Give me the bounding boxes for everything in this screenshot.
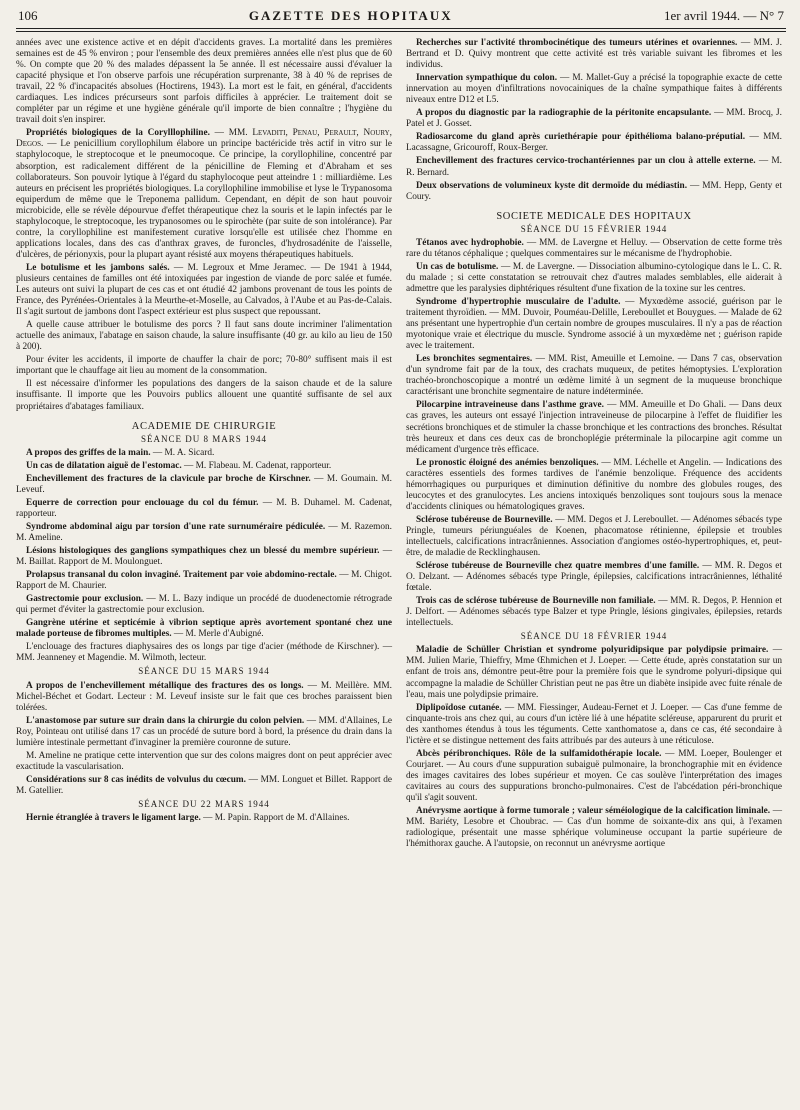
article-body: — M. Mallet-Guy a précisé la topographie exacte de cette innervation au moyen d'infiltrations novocainiques de la chaîne sympathique faites à différents niveaux entre D12 et L5. xyxy=(406,73,783,106)
article-body: — M. Chigot. Rapport de M. Chaurier. xyxy=(16,570,392,592)
article-title: Enchevillement des fractures cervico-trochantériennes par un clou à attelle externe. xyxy=(416,156,756,167)
article-body: — MM. de Lavergne et Helluy. — Observation de cette forme très rare du tétanos céphalique ; quelques commentaires sur le mécanisme de l'hydrophobie. xyxy=(406,237,783,259)
article xyxy=(406,73,782,106)
article-body: — Myxœdème associé, guérison par le traitement thyroïdien. — MM. Duvoir, Pouméau-Delille, Lereboullet et Bouygues. — Malade de 62 ans présentant une hypertrophie d'un certain nombre de groupes musculaires. Il n'y a pas de réaction myotonique vraie et électrique du muscle. Syndrome associé à un myxœdème net ; guérison rapide avec le traitement. xyxy=(406,296,782,352)
article-title: Anévrysme aortique à forme tumorale ; valeur séméiologique de la calcification liminale. xyxy=(416,806,771,817)
article-body: — MM. R. Degos, P. Hennion et J. Delfort. — Adénomes sébacés type Balzer et type Pringle, lésions gingivales, épilepsies, retards intellectuels. xyxy=(406,596,782,629)
article xyxy=(406,561,782,594)
section-heading: SOCIETE MEDICALE DES HOPITAUX xyxy=(496,210,692,222)
article-body: — MM. Ameuille et Do Ghali. — Dans deux cas graves, les auteurs ont essayé l'injection intraveineuse de pilocarpine à l'effet de fluidifier les secrétions bronchiques et de stimuler la chasse bronchique et les contractions des bronches. Résultat très heureux et dans ces deux cas de bronchoplégie préterminale la pilocarpine agit comme un médicament d'urgence très efficace. xyxy=(406,400,783,455)
article-title: Un cas de dilatation aiguë de l'estomac. xyxy=(26,460,182,471)
article-body: — MM. Julien Marie, Thieffry, Mme Œhmichen et J. Loeper. — Cette étude, après constatation sur un enfant de trois ans, démontre peut-être pour la première fois que le syndrome polyuri-dipsique qui accompagne la maladie de Schüller Christian peut ne pas être un diabète insipide avec fuite rénale de l'eau, mais une polydipsie primaire. xyxy=(406,645,782,700)
article-body: — MM. Longuet et Billet. Rapport de M. Gatellier. xyxy=(16,774,392,796)
article-title: Diplipoïdose cutanée. xyxy=(416,702,502,713)
article-title: A propos du diagnostic par la radiographie de la péritonite encapsulante. xyxy=(416,108,712,119)
article-body: — M. R. Bernard. xyxy=(406,156,783,178)
article-body: — M. Flabeau. M. Cadenat, rapporteur. xyxy=(184,460,332,471)
article-body: — M. Legroux et Mme Jeramec. — De 1941 à 1944, plusieurs centaines de familles ont été intoxiquées par ingestion de viande de porc salée et fumée. Les auteurs ont suivi la plupart de ces cas et ont étudié 42 jambons provenant de tous les points de France, des Pyrénées-Orientales à la Meurthe-et-Moselle, au Calvados, à l'Aube et au Pas-de-Calais. Il s'agit surtout de jambons dont l'aspect extérieur est plus suspect que repoussant. xyxy=(16,262,392,318)
page-number: 106 xyxy=(18,8,38,23)
paragraph: Pour éviter les accidents, il importe de chauffer la chair de porc; 70-80° suffisent mais il est important que le chauffage ait lieu au moment de la consommation. xyxy=(16,355,392,377)
article-body: — MM. Fiessinger, Audeau-Fernet et J. Loeper. — Cas d'une femme de cinquante-trois ans chez qui, au cours d'un ictère lié à une hépatite scléreuse, apparurent du prurit et des xanthomes étendus à tous les téguments. Cette xanthomatose a, dans ce cas, été secondaire à l'ictère et se distingue nettement des faits attribués par des auteurs à une réticulose. xyxy=(406,702,783,746)
article-title: Prolapsus transanal du colon invaginé. Traitement par voie abdomino-rectale. xyxy=(26,570,337,581)
article xyxy=(16,448,392,459)
article-title: Sclérose tubéreuse de Bourneville chez quatre membres d'une famille. xyxy=(416,561,700,572)
article-title: Le botulisme et les jambons salés. xyxy=(26,262,170,273)
article-title: Hernie étranglée à travers le ligament large. xyxy=(26,813,201,824)
article-title: Un cas de botulisme. xyxy=(416,261,499,272)
article-title: Abcès péribronchiques. Rôle de la sulfamidothérapie locale. xyxy=(416,748,662,759)
article-title: Radiosarcome du gland après curiethérapie pour épithélioma balano-préputial. xyxy=(416,132,746,143)
article-title: Trois cas de sclérose tubéreuse de Bourneville non familiale. xyxy=(416,596,656,607)
paragraph: L'enclouage des fractures diaphysaires des os longs par tige d'acier (méthode de Kirschner). — MM. Jeanneney et Magendie. M. Wilmoth, lecteur. xyxy=(16,642,392,664)
article xyxy=(16,263,392,318)
article-body: — MM. R. Degos et O. Delzant. — Adénomes sébacés type Pringle, épilepsies, calcifications intracrâniennes, léthalité fœtale. xyxy=(406,561,782,594)
article xyxy=(16,594,392,616)
article-title: Recherches sur l'activité thrombocinétique des tumeurs utérines et ovariennes. xyxy=(416,38,738,48)
article-body: — M. A. Sicard. xyxy=(152,447,215,458)
article xyxy=(16,498,392,520)
article-title: Sclérose tubéreuse de Bourneville. xyxy=(416,514,553,525)
article-body: — M. Papin. Rapport de M. d'Allaines. xyxy=(203,813,350,824)
article xyxy=(406,108,782,130)
article-title: Propriétés biologiques de la Corylllophiline. xyxy=(26,128,210,139)
article xyxy=(406,156,782,178)
article xyxy=(406,806,782,850)
article-body: — M. L. Bazy indique un procédé de duodenectomie rétrograde qui permet d'éviter la gastrectomie pour exclusion. xyxy=(16,594,392,616)
article-body: — MM. Brocq, J. Patel et J. Gosset. xyxy=(406,108,782,130)
article xyxy=(16,775,392,797)
article xyxy=(16,813,392,824)
article xyxy=(406,749,782,804)
article-body: — M. Razemon. M. Ameline. xyxy=(16,521,392,543)
article-body: — MM. Léchelle et Angelin. — Indications des caractères essentiels des formes tardives de l'anémie benzolique. Fréquence des accidents hémorrhagiques ou purpuriques et diminution définitive du nombre des globules rouges, des leucocytes et des granulocytes. Les anciens intoxiqués benzoliques sont toujours sous la menace d'accidents cliniques ou hématologiques graves. xyxy=(406,457,782,512)
article-title: Innervation sympathique du colon. xyxy=(416,73,558,84)
right-column xyxy=(406,38,782,852)
article xyxy=(406,38,782,71)
article xyxy=(406,703,782,747)
session-date: SÉANCE DU 15 MARS 1944 xyxy=(138,666,270,677)
article-body: — M. Goumain. M. Leveuf. xyxy=(16,473,392,495)
article xyxy=(406,181,782,203)
article xyxy=(16,546,392,568)
article-title: Syndrome d'hypertrophie musculaire de l'adulte. xyxy=(416,296,621,307)
issue-date: 1er avril 1944. — N° 7 xyxy=(663,8,784,23)
article-title: Equerre de correction pour enclouage du col du fémur. xyxy=(26,497,259,508)
journal-title: GAZETTE DES HOPITAUX xyxy=(248,8,453,23)
article-body: — MM. Hepp, Genty et Coury. xyxy=(406,180,782,202)
article xyxy=(406,262,782,295)
article-title: Gastrectomie pour exclusion. xyxy=(26,594,144,605)
article xyxy=(16,570,392,592)
article-title: Pilocarpine intraveineuse dans l'asthme grave. xyxy=(416,400,604,411)
article-body: — MM. Bariéty, Lesobre et Choubrac. — Cas d'un homme de soixante-dix ans qui, à l'examen radiologique, présentait une masse sphérique volumineuse occupant la partie supérieure de l'hémithorax gauche. A l'autopsie, on reconnut un anévrysme aortique xyxy=(406,806,783,850)
article-title: Enchevillement des fractures de la clavicule par broche de Kirschner. xyxy=(26,473,311,484)
article-body: — MM. Lacassagne, Gricouroff, Roux-Berger. xyxy=(406,132,782,154)
paragraph: M. Ameline ne pratique cette intervention que sur des colons maigres dont on peut apprécier avec exactitude la vascularisation. xyxy=(16,750,392,772)
article-title: Tétanos avec hydrophobie. xyxy=(416,237,524,248)
article-body: — M. B. Duhamel. M. Cadenat, rapporteur. xyxy=(16,497,392,519)
article-body: — M. de Lavergne. — Dissociation albumino-cytologique dans le L. C. R. du malade ; si cette constatation se retrouvait chez d'autres malades semblables, elle aiderait à admettre que les paralysies diphtériques résultent d'une fixation de la toxine sur les centres. xyxy=(406,261,782,294)
article-body: — Le penicillium coryllophilum élabore un principe bactéricide très actif in vitro sur le staphylocoque, le streptocoque et le pneumocoque. Ce principe, la coryllophiline, concentré par absorption, est radicalement différent de la pénicilline de Fleming et d'Abraham et ses collaborateurs. Son pouvoir lytique à l'égard du staphylocoque peut atteindre 1 : milliardième. Les auteurs en précisent les propriétés biologiques. La coryllophiline immobilise et lyse le Trypanosoma equiperdum de même que le Treponema pallidum. Cependant, en dépit de son haut pouvoir microbicide, elle se révèle dépourvue d'effet thérapeutique chez la souris et le lapin infectés par le staphylocoque, le streptocoque, les trypanosomes ou le spirochète (par suite de son intolérance). Par contre, la coryllophiline est manifestement curative lorsqu'elle est utilisée chez l'homme en applications locales, dans des cas d'anthrax graves, de furoncles, d'hydrosadénite de l'aisselle, d'ulcères, de périonyxis, pour la plupart ayant résisté aux moyens thérapeutiques habituels. xyxy=(16,139,393,260)
article-body: — MM. Loeper, Boulenger et Courjaret. — Au cours d'une suppuration subaiguë pulmonaire, la bronchographie mit en évidence des images cavitaires des lobes supérieur et moyen. Ce cas soulève l'interprétation des images cavitaires au cours des suppurations broncho-pulmonaires. C'est de l'abcédation péri-bronchique qu'il s'agit souvent. xyxy=(406,748,782,803)
article xyxy=(16,128,392,261)
article xyxy=(406,354,782,398)
article xyxy=(16,618,392,640)
session-date: SÉANCE DU 8 MARS 1944 xyxy=(140,433,267,444)
article xyxy=(406,400,782,455)
two-column-body xyxy=(16,38,786,852)
article-title: Considérations sur 8 cas inédits de volvulus du cœcum. xyxy=(26,774,247,785)
article-title: Les bronchites segmentaires. xyxy=(416,354,533,365)
session-date: SÉANCE DU 15 FÉVRIER 1944 xyxy=(520,223,668,234)
article xyxy=(16,461,392,472)
article xyxy=(406,297,782,352)
article xyxy=(16,522,392,544)
article xyxy=(406,596,782,629)
left-column xyxy=(16,38,392,852)
article-body: — MM. d'Allaines, Le Roy, Pointeau ont utilisé dans 17 cas un procédé de suture bord à bord, la présence du drain dans la lumière intestinale permettant d'invaginer la première couronne de suture. xyxy=(16,715,393,748)
article xyxy=(16,474,392,496)
article xyxy=(16,716,392,749)
article-body: — MM. Rist, Ameuille et Lemoine. — Dans 7 cas, observation d'un syndrome fait par de la toux, des crachats muqueux, de petites hémoptysies. L'exploration trachéo-bronchoscopique a montré un œdème limité à un segment de la muqueuse bronchique caractérisant une bronchite segmentaire de nature indéterminée. xyxy=(406,354,782,398)
article xyxy=(406,238,782,260)
header-rule xyxy=(16,28,786,29)
running-head xyxy=(16,8,786,26)
article-body: — MM. J. Bertrand et D. Quivy montrent que cette activité est très variable suivant les fibromes et les individus. xyxy=(406,38,782,71)
article xyxy=(406,458,782,513)
article-title: Le pronostic éloigné des anémies benzoliques. xyxy=(416,457,599,468)
article-title: Gangrène utérine et septicémie à vibrion septique après avortement spontané chez une malade porteuse de fibromes multiples. xyxy=(16,618,392,640)
session-date: SÉANCE DU 18 FÉVRIER 1944 xyxy=(520,631,668,642)
article-authors: — MM. Levaditi, Penau, Perault, Noury, Degos. xyxy=(16,128,392,150)
article-title: Syndrome abdominal aigu par torsion d'une rate surnuméraire pédiculée. xyxy=(26,521,326,532)
article-title: L'anastomose par suture sur drain dans la chirurgie du colon pelvien. xyxy=(26,715,305,726)
article-title: Maladie de Schüller Christian et syndrome polyuridipsique par polydipsie primaire. xyxy=(416,645,769,656)
article-body: — MM. Degos et J. Lereboullet. — Adénomes sébacés type Pringle, tumeurs périunguéales de Koenen, phacomatose rétinienne, épilepsie et troubles intellectuels, calcifications intracrâniennes. Association d'angiomes ostéo-hypertrophiques, et, peut-être, de maladie de Recklinghausen. xyxy=(406,514,783,559)
article xyxy=(406,515,782,559)
article-body: — M. Baillat. Rapport de M. Moulonguet. xyxy=(16,546,392,568)
article-body: — M. Meillère. MM. Michel-Béchet et Godart. Lecteur : M. Leveuf insiste sur le fait que ces broches paraissent bien tolérées. xyxy=(16,680,392,713)
paragraph: A quelle cause attribuer le botulisme des porcs ? Il faut sans doute incriminer l'alimentation actuelle des animaux, l'abatage en saison chaude, la salure insuffisante (40 gr. au kilo au lieu de 150 à 200). xyxy=(16,320,392,353)
article xyxy=(16,681,392,714)
article-title: A propos des griffes de la main. xyxy=(26,447,151,458)
paragraph: Il est nécessaire d'informer les populations des dangers de la saison chaude et de la salure insuffisante. Il importe que les Pouvoirs publics allouent une quantité suffisante de sel aux propriétaires d'abatages familiaux. xyxy=(16,379,392,412)
article-title: Lésions histologiques des ganglions sympathiques chez un blessé du membre supérieur. xyxy=(26,546,380,557)
section-heading: ACADEMIE DE CHIRURGIE xyxy=(131,420,277,432)
article xyxy=(406,132,782,154)
header-rule-thin xyxy=(16,31,786,32)
article-title: A propos de l'enchevillement métallique des fractures des os longs. xyxy=(26,680,304,691)
article xyxy=(406,645,782,700)
paragraph: années avec une existence active et en dépit d'accidents graves. La mortalité dans les premières semaines est de 45 % environ ; pour l'ensemble des deux premières années elle n'est plus que de 60 %. On compte que 20 % des malades dépassent la 5e année. Il est nécessaire aussi d'évaluer la capacité physique et l'on observe parfois une récupération surprenante, 38 à 40 % de reprises de travail, 22 % d'incapacités absolues (Hoctirens, 1943). La mort est le fait, en général, d'accidents cardiaques. Les indices précurseurs sont parfois difficiles à apprécier. Le traitement doit se compléter par un régime et une hygiène générale qu'il importe de bien connaître ; l'hygiène du travail doit s'en inspirer. xyxy=(16,38,392,126)
session-date: SÉANCE DU 22 MARS 1944 xyxy=(138,799,270,809)
article-title: Deux observations de volumineux kyste dit dermoïde du médiastin. xyxy=(416,180,688,191)
article-body: — M. Merle d'Aubigné. xyxy=(173,629,264,640)
